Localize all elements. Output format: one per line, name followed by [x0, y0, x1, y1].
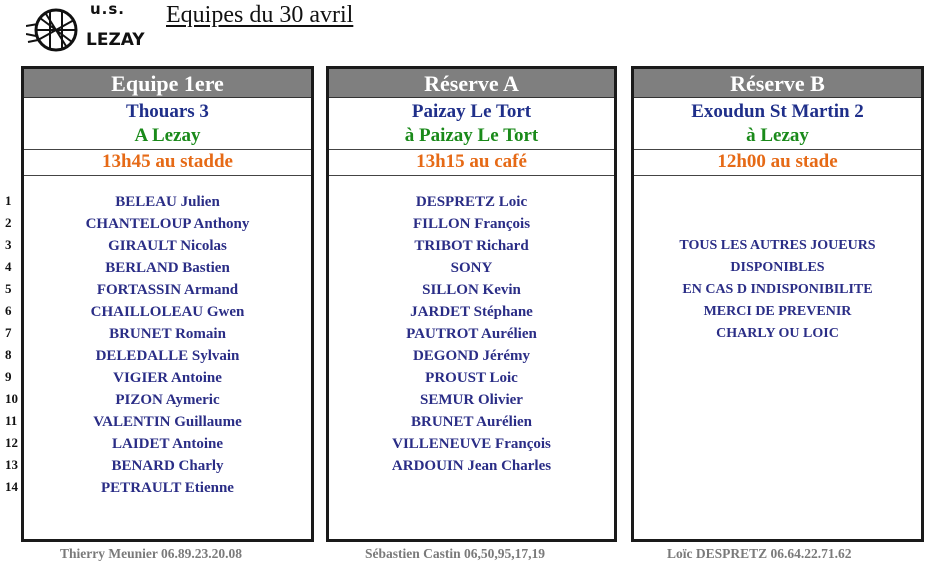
team-header: Réserve A: [329, 69, 614, 98]
row-number: 6: [5, 303, 12, 318]
opponent: Thouars 3: [126, 101, 209, 122]
venue: A Lezay: [24, 124, 311, 150]
player-name: JARDET Stéphane: [410, 304, 533, 320]
note-line: DISPONIBLES: [730, 260, 825, 275]
meeting-time: 13h15 au café: [329, 150, 614, 176]
row-number: 1: [5, 193, 12, 208]
opponent: Exoudun St Martin 2: [691, 101, 864, 122]
player-name: FORTASSIN Armand: [96, 282, 239, 298]
player-name: PROUST Loic: [425, 370, 518, 386]
note-line: CHARLY OU LOIC: [716, 326, 839, 341]
meeting-time: 13h45 au staddе: [24, 150, 311, 176]
player-name: VIGIER Antoine: [113, 370, 222, 386]
row-number: 14: [5, 479, 18, 494]
player-name: BELEAU Julien: [115, 194, 220, 210]
player-name: ARDOUIN Jean Charles: [391, 458, 552, 474]
logo-bottom-text: LEZAY: [86, 30, 145, 50]
player-name: PAUTROT Aurélien: [406, 326, 537, 342]
contact-1: Thierry Meunier 06.89.23.20.08: [60, 546, 242, 561]
player-name: VALENTIN Guillaume: [93, 414, 242, 430]
note-line: MERCI DE PREVENIR: [703, 304, 852, 319]
player-name: VILLENEUVE François: [392, 436, 551, 452]
opponent: Paizay Le Tort: [411, 101, 532, 122]
row-number: 5: [5, 281, 12, 296]
row-number: 10: [5, 391, 18, 406]
logo-top-text: u.s.: [90, 0, 126, 18]
row-number: 2: [5, 215, 12, 230]
venue: à Paizay Le Tort: [329, 124, 614, 150]
team-header: Réserve B: [634, 69, 921, 98]
meeting-time: 12h00 au stade: [634, 150, 921, 176]
row-number: 12: [5, 435, 18, 450]
player-name: DESPRETZ Loic: [415, 194, 528, 210]
row-number: 7: [5, 325, 12, 340]
player-name: FILLON François: [412, 216, 531, 232]
player-list: [24, 176, 311, 499]
player-name: LAIDET Antoine: [111, 436, 223, 452]
player-name: SILLON Kevin: [422, 282, 521, 298]
row-number: 13: [5, 457, 18, 472]
page-title: Equipes du 30 avril: [166, 2, 354, 28]
row-numbers: [0, 190, 20, 498]
player-name: CHAILLOLEAU Gwen: [90, 304, 245, 320]
row-number: 11: [5, 413, 18, 428]
player-name: PIZON Aymeric: [115, 392, 220, 408]
club-logo: [26, 0, 148, 50]
player-name: BERLAND Bastien: [105, 260, 230, 276]
team-column-equipe-1: [21, 66, 314, 542]
team-header: Equipe 1ere: [24, 69, 311, 98]
note-line: EN CAS D INDISPONIBILITE: [682, 282, 873, 297]
team-column-reserve-b: [631, 66, 924, 542]
player-name: DELEDALLE Sylvain: [95, 348, 240, 364]
player-name: TRIBOT Richard: [414, 238, 529, 254]
soccer-ball-icon: [26, 8, 86, 52]
player-name: CHANTELOUP Anthony: [85, 216, 250, 232]
player-name: SEMUR Olivier: [420, 392, 523, 408]
venue: à Lezay: [634, 124, 921, 150]
player-name: DEGOND Jérémy: [412, 348, 531, 364]
player-name: GIRAULT Nicolas: [108, 238, 227, 254]
player-name: PETRAULT Etienne: [101, 480, 234, 496]
player-name: SONY: [450, 260, 493, 276]
player-name: BENARD Charly: [111, 458, 224, 474]
note-line: TOUS LES AUTRES JOUEURS: [679, 238, 876, 253]
row-number: 4: [5, 259, 12, 274]
contact-2: Sébastien Castin 06,50,95,17,19: [365, 546, 546, 561]
row-number: 8: [5, 347, 12, 362]
availability-note: [634, 176, 921, 345]
team-column-reserve-a: [326, 66, 617, 542]
player-name: BRUNET Aurélien: [411, 414, 532, 430]
row-number: 9: [5, 369, 12, 384]
row-number: 3: [5, 237, 12, 252]
player-name: BRUNET Romain: [109, 326, 226, 342]
player-list: [329, 176, 614, 477]
contact-3: Loïc DESPRETZ 06.64.22.71.62: [667, 546, 852, 561]
